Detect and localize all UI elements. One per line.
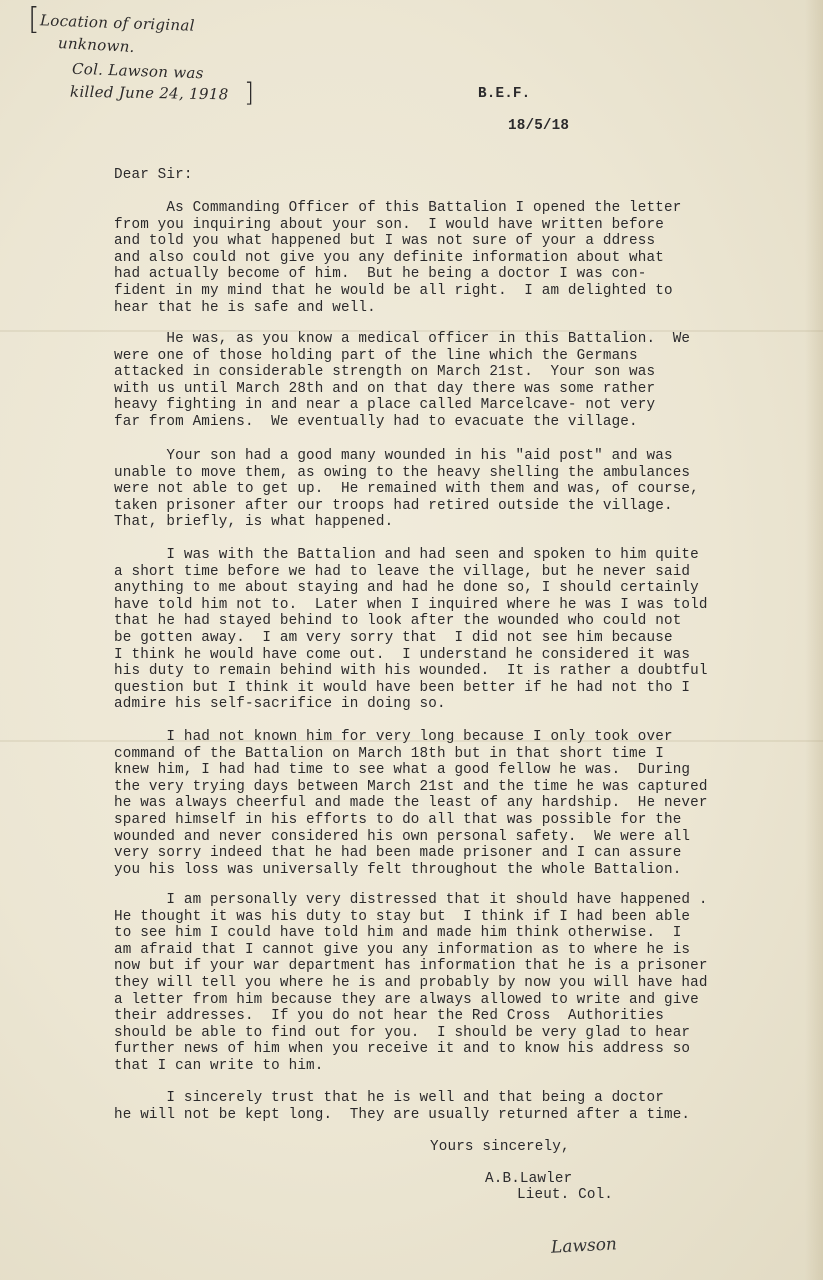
body-line: knew him, I had had time to see what a good fellow he was. During (114, 762, 691, 779)
body-line: He thought it was his duty to stay but I think if I had been able (114, 908, 691, 925)
body-line: with us until March 28th and on that day there was some rather (114, 380, 656, 397)
body-line: were not able to get up. He remained with them and was, of course, (114, 481, 699, 498)
letter-place: B.E.F. (478, 86, 531, 102)
body-line: hear that he is safe and well. (114, 299, 376, 316)
body-line: am afraid that I cannot give you any information as to where he is (114, 941, 691, 958)
body-paragraph (114, 547, 794, 713)
body-line: I think he would have come out. I understand he considered it was (114, 646, 691, 663)
body-line: his duty to remain behind with his wounded. It is rather a doubtful (114, 663, 708, 680)
body-line: Your son had a good many wounded in his "aid post" and was (114, 448, 673, 464)
body-line: admire his self-sacrifice in doing so. (114, 696, 446, 713)
body-paragraph (114, 200, 794, 316)
body-line: he will not be kept long. They are usually returned after a time. (114, 1106, 691, 1123)
body-line: I was with the Battalion and had seen and spoken to him quite (114, 547, 699, 563)
body-line: He was, as you know a medical officer in this Battalion. We (114, 331, 691, 347)
handwritten-signature: Lawson (550, 1234, 618, 1258)
body-line: had actually become of him. But he being a doctor I was con- (114, 266, 647, 283)
body-paragraph (114, 1090, 794, 1123)
body-line: That, briefly, is what happened. (114, 514, 394, 531)
body-line: question but I think it would have been better if he had not tho I (114, 679, 691, 696)
closing: Yours sincerely, (430, 1139, 570, 1155)
body-line: you his loss was universally felt throughout the whole Battalion. (114, 861, 682, 878)
body-line: wounded and never considered his own personal safety. We were all (114, 828, 691, 845)
paper-edge-shadow (805, 0, 823, 1280)
salutation: Dear Sir: (114, 167, 193, 183)
body-line: spared himself in his efforts to do all that was possible for the (114, 811, 682, 828)
signature-name: A.B.Lawler (485, 1171, 573, 1187)
annotation-bracket-open: [ (28, 2, 40, 37)
body-paragraph (114, 331, 794, 431)
body-line: they will tell you where he is and probably by now you will have had (114, 974, 708, 991)
body-line: that I can write to him. (114, 1057, 324, 1074)
annotation-bracket-close: ] (244, 78, 255, 108)
body-line: far from Amiens. We eventually had to evacuate the village. (114, 413, 638, 430)
body-line: have told him not to. Later when I inquired where he was I was told (114, 596, 708, 613)
body-line: I am personally very distressed that it should have happened . (114, 892, 708, 908)
body-line: a letter from him because they are always allowed to write and give (114, 991, 699, 1008)
body-line: further news of him when you receive it and to know his address so (114, 1041, 691, 1058)
annotation-line: Location of original (39, 11, 196, 35)
body-line: I had not known him for very long because I only took over (114, 729, 673, 745)
body-line: As Commanding Officer of this Battalion I opened the letter (114, 200, 682, 216)
signature-title: Lieut. Col. (517, 1187, 614, 1203)
body-line: should be able to find out for you. I should be very glad to hear (114, 1024, 691, 1041)
body-line: fident in my mind that he would be all right. I am delighted to (114, 282, 673, 299)
body-line: anything to me about staying and had he done so, I should certainly (114, 580, 699, 597)
annotation-line: killed June 24, 1918 (69, 82, 229, 104)
annotation-line: Col. Lawson was (71, 59, 205, 83)
body-line: unable to move them, as owing to the heavy shelling the ambulances (114, 464, 691, 481)
body-line: a short time before we had to leave the village, but he never said (114, 563, 691, 580)
body-line: that he had stayed behind to look after the wounded who could not (114, 613, 682, 630)
body-line: were one of those holding part of the line which the Germans (114, 347, 638, 364)
body-paragraph (114, 448, 794, 531)
body-line: very sorry indeed that he had been made prisoner and I can assure (114, 845, 682, 862)
body-line: the very trying days between March 21st and the time he was captured (114, 778, 708, 795)
body-line: from you inquiring about your son. I would have written before (114, 216, 664, 233)
body-line: and told you what happened but I was not sure of your a ddress (114, 233, 656, 250)
annotation-line: unknown. (57, 34, 136, 56)
body-line: I sincerely trust that he is well and that being a doctor (114, 1090, 664, 1106)
body-line: heavy fighting in and near a place called Marcelcave- not very (114, 397, 656, 414)
body-line: taken prisoner after our troops had retired outside the village. (114, 497, 673, 514)
letter-date: 18/5/18 (508, 118, 570, 134)
body-line: their addresses. If you do not hear the Red Cross Authorities (114, 1008, 664, 1025)
body-line: be gotten away. I am very sorry that I did not see him because (114, 629, 673, 646)
body-line: attacked in considerable strength on March 21st. Your son was (114, 364, 656, 381)
body-line: and also could not give you any definite information about what (114, 249, 664, 266)
body-line: now but if your war department has information that he is a prisoner (114, 958, 708, 975)
body-paragraph (114, 729, 794, 878)
body-line: command of the Battalion on March 18th but in that short time I (114, 745, 664, 762)
body-line: he was always cheerful and made the least of any hardship. He never (114, 795, 708, 812)
body-line: to see him I could have told him and made him think otherwise. I (114, 925, 682, 942)
body-paragraph (114, 892, 794, 1075)
